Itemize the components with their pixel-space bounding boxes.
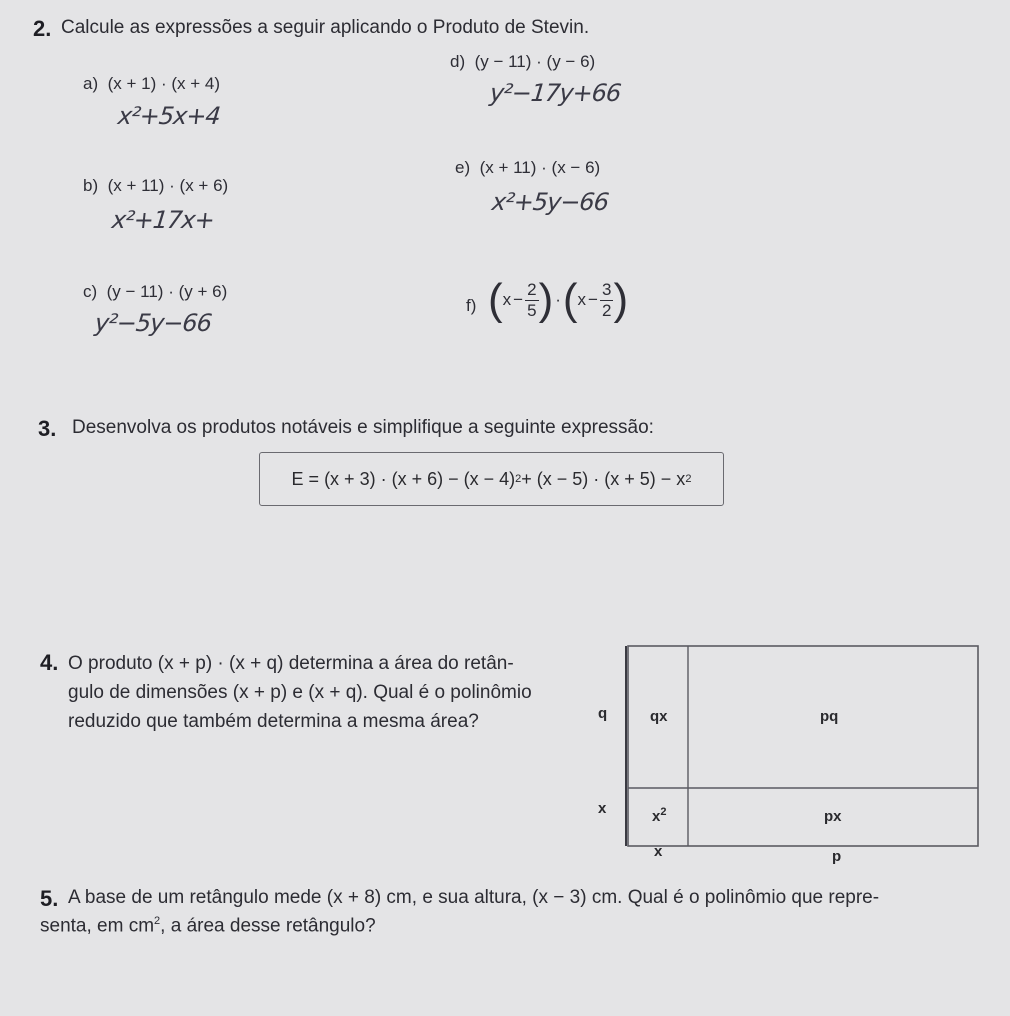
- item-e-answer: x²+5y−66: [490, 188, 610, 216]
- item-f-minus-2: −: [588, 290, 598, 309]
- item-f-expression: ( x − $\frac{2}{5}$ ) · ( x − $\frac{3}{2}$ ): [488, 275, 629, 324]
- area-diagram: [588, 640, 988, 880]
- item-b-expression: (x + 11) · (x + 6): [107, 176, 229, 195]
- item-c-answer: y²−5y−66: [93, 309, 213, 337]
- fraction-1-denominator: 5: [527, 300, 537, 320]
- question-5-unit-exponent: 2: [154, 915, 161, 927]
- item-c-label: c): [83, 282, 98, 301]
- item-b-answer: x²+17x+: [110, 206, 216, 234]
- bottom-label-x: x: [654, 843, 663, 860]
- cell-px: px: [824, 808, 842, 825]
- item-f-dot: ·: [555, 290, 561, 309]
- item-a: [83, 74, 220, 94]
- expression-exponent-2: 2: [685, 473, 692, 485]
- question-5-line-2-start: senta, em cm: [40, 915, 155, 937]
- cell-x-squared-exponent: 2: [660, 806, 667, 818]
- item-a-label: a): [83, 74, 99, 93]
- item-c: [83, 282, 227, 302]
- item-a-answer: x²+5x+4: [116, 102, 222, 130]
- area-diagram-grid: [588, 640, 988, 880]
- question-2-prompt: Calcule as expressões a seguir aplicando o Produto de Stevin.: [61, 17, 590, 38]
- fraction-1-numerator: 2: [527, 279, 537, 299]
- outer-rectangle: [628, 646, 978, 846]
- item-c-expression: (y − 11) · (y + 6): [106, 282, 228, 301]
- question-4-line-3: reduzido que também determina a mesma área?: [68, 711, 479, 732]
- question-4-number: 4.: [40, 650, 59, 675]
- item-f-minus-1: −: [513, 290, 524, 309]
- fraction-2-numerator: 3: [601, 279, 612, 299]
- expression-tail: + (x − 5) · (x + 5) − x: [521, 468, 686, 489]
- item-e-label: e): [455, 158, 471, 177]
- item-f-var-2: x: [577, 290, 587, 309]
- item-e-expression: (x + 11) · (x − 6): [479, 158, 601, 177]
- item-f-fraction-1: [525, 280, 538, 321]
- item-e: [455, 158, 600, 178]
- item-d-expression: (y − 11) · (y − 6): [474, 52, 596, 71]
- side-label-q: q: [598, 705, 608, 722]
- fraction-2-denominator: 2: [601, 300, 612, 320]
- item-b-label: b): [83, 176, 99, 195]
- question-4-line-1: O produto (x + p) · (x + q) determina a área do retân-: [68, 653, 514, 674]
- item-d: [450, 52, 595, 72]
- item-d-answer: y²−17y+66: [488, 79, 622, 107]
- cell-x-squared-base: x: [652, 808, 661, 825]
- expression-box: [259, 452, 724, 506]
- side-label-x: x: [598, 800, 607, 817]
- question-3-number: 3.: [38, 416, 57, 441]
- cell-x-squared: [652, 806, 666, 825]
- question-5-number: 5.: [40, 886, 59, 911]
- item-d-label: d): [450, 52, 466, 71]
- item-f-label: f): [466, 296, 477, 315]
- item-a-expression: (x + 1) · (x + 4): [107, 74, 220, 93]
- question-4-line-2: gulo de dimensões (x + p) e (x + q). Qual é o polinômio: [68, 682, 532, 703]
- item-f-var-1: x: [502, 290, 512, 309]
- bottom-label-p: p: [832, 848, 842, 865]
- item-f-fraction-2: [600, 280, 613, 321]
- question-5-line-2: [40, 915, 376, 937]
- cell-pq: pq: [820, 708, 839, 725]
- question-3-prompt: Desenvolva os produtos notáveis e simplifique a seguinte expressão:: [72, 417, 654, 438]
- question-5-line-2-end: , a área desse retângulo?: [160, 915, 376, 937]
- question-5-line-1: A base de um retângulo mede (x + 8) cm, e sua altura, (x − 3) cm. Qual é o polinômio que repre-: [68, 887, 880, 908]
- item-b: [83, 176, 228, 196]
- expression-exponent-1: 2: [515, 473, 522, 485]
- question-2-number: 2.: [33, 16, 52, 41]
- expression-main: E = (x + 3) · (x + 6) − (x − 4): [291, 468, 516, 489]
- cell-qx: qx: [650, 708, 668, 725]
